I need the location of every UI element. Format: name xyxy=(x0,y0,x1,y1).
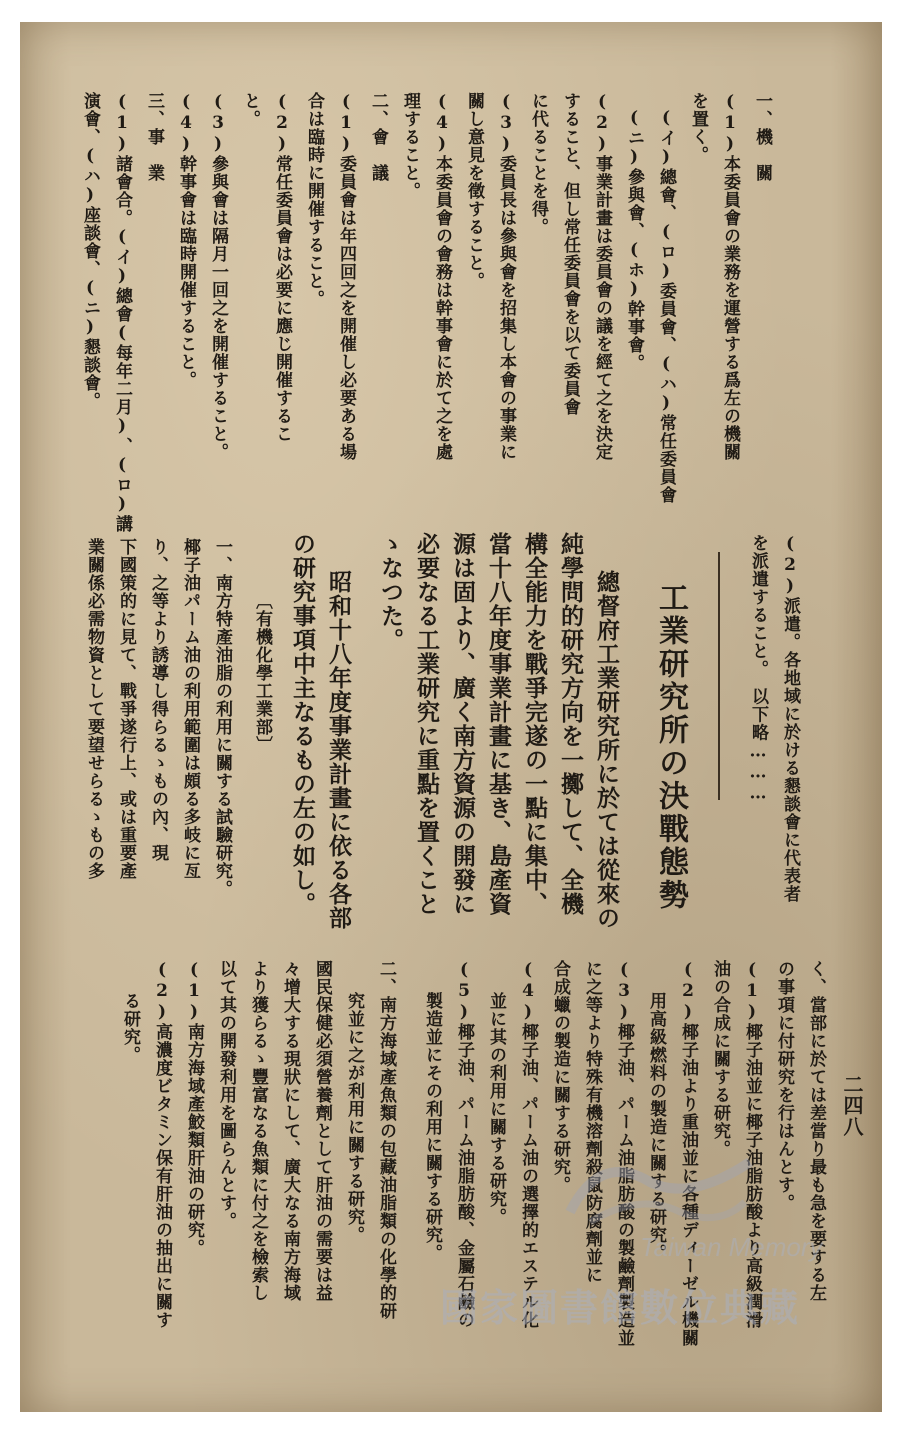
upper-line-12: 理すること。 xyxy=(400,92,420,200)
upper-line-18: (3)參與會は隔月一回之を開催すること。 xyxy=(208,92,228,461)
upper-line-4: (イ)總會、(ロ)委員會、(ハ)常任委員會 xyxy=(656,108,676,504)
watermark-text: 國家圖書館數位典藏 xyxy=(440,1285,801,1330)
lower-line-2: の事項に付研究を行はんとす。 xyxy=(774,960,794,1212)
body-line-9: の研究事項中主なるもの左の如し。 xyxy=(289,532,316,916)
item-line-4: 下國策的に見て、戰爭遂行上、或は重要產 xyxy=(116,538,136,880)
upper-line-11: (4)本委員會の會務は幹事會に於て之を處 xyxy=(432,92,452,461)
upper-line-1: 一、機 關 xyxy=(752,92,772,182)
watermark-latin: Taiwan Memory xyxy=(640,1232,823,1262)
article-title: 工業研究所の決戰態勢 xyxy=(653,582,688,912)
lower-line-21: (2)高濃度ビタミン保有肝油の抽出に關す xyxy=(152,960,172,1329)
watermark-logo-icon xyxy=(560,1142,760,1232)
page-number: 二四八 xyxy=(840,1074,864,1137)
section-heading: 〔有機化學工業部〕 xyxy=(252,592,272,754)
upper-line-14: (1)委員會は年四回之を開催し必要ある場 xyxy=(336,92,356,461)
lower-line-4: 油の合成に關する研究。 xyxy=(710,960,730,1158)
lower-line-5: (2)椰子油より重油並に各種ディーゼル機關 xyxy=(678,960,698,1347)
lower-line-13: 製造並にその利用に關する研究。 xyxy=(422,992,442,1262)
lower-line-22: る研究。 xyxy=(120,992,140,1064)
lower-line-10: (4)椰子油、パーム油の選擇的エステル化 xyxy=(518,960,538,1329)
upper-line-16: (2)常任委員會は必要に應じ開催するこ xyxy=(272,92,292,443)
lower-line-1: く、當部に於ては差當り最も急を要する左 xyxy=(806,960,826,1302)
lower-line-9: 合成蠟の製造に關する研究。 xyxy=(550,960,570,1194)
lower-line-3: (1)椰子油並に椰子油脂肪酸より高級潤滑 xyxy=(742,960,762,1329)
upper-line-17: と。 xyxy=(240,92,260,128)
lower-line-12: (5)椰子油、パーム油脂肪酸、金屬石鹼の xyxy=(454,960,474,1329)
lower-line-19: 以て其の開發利用を圖らんとす。 xyxy=(216,960,236,1230)
item-line-1: 一、南方特產油脂の利用に關する試驗研究。 xyxy=(212,538,232,898)
upper-line-10: 關し意見を徵すること。 xyxy=(464,92,484,290)
section-divider xyxy=(718,552,720,800)
lower-line-20: (1)南方海域產鮫類肝油の研究。 xyxy=(184,960,204,1257)
body-line-4: 當十八年度事業計畫に基き、島產資 xyxy=(485,532,512,916)
body-line-1: 總督府工業研究所に於ては從來の xyxy=(593,570,620,930)
body-line-7: ゝなつた。 xyxy=(377,532,404,652)
upper-line-3: を置く。 xyxy=(688,92,708,164)
upper-line-5: (ニ)參與會、(ホ)幹事會。 xyxy=(624,108,644,372)
upper-line-13: 二、會 議 xyxy=(368,92,388,182)
body-line-6: 必要なる工業研究に重點を置くこと xyxy=(413,532,440,916)
item-line-2: 椰子油パーム油の利用範圍は頗る多岐に亙 xyxy=(180,538,200,880)
upper-line-2: (1)本委員會の業務を運營する爲左の機關 xyxy=(720,92,740,461)
body-line-2: 純學問的研究方向を一擲して、全機 xyxy=(557,532,584,916)
upper-line-9: (3)委員長は參與會を招集し本會の事業に xyxy=(496,92,516,461)
lower-line-15: 究並に之が利用に關する研究。 xyxy=(344,992,364,1244)
item-line-3: り、之等より誘導し得らるゝもの內、現 xyxy=(148,538,168,862)
upper-line-6: (2)事業計畫は委員會の議を經て之を決定 xyxy=(592,92,612,461)
middle-intro-1: (2)派遣。各地域に於ける懇談會に代表者 xyxy=(780,534,800,903)
upper-line-19: (4)幹事會は臨時開催すること。 xyxy=(176,92,196,389)
lower-line-18: より獲らるゝ豐富なる魚類に付之を檢索し xyxy=(248,960,268,1302)
upper-line-7: すること、但し常任委員會を以て委員會 xyxy=(560,92,580,416)
body-line-8: 昭和十八年度事業計畫に依る各部 xyxy=(325,570,352,930)
lower-line-6: 用高級燃料の製造に關する研究。 xyxy=(646,992,666,1262)
lower-line-17: 々增大する現狀にして、廣大なる南方海域 xyxy=(280,960,300,1302)
body-line-5: 源は固より、廣く南方資源の開發に xyxy=(449,532,476,916)
body-line-3: 構全能力を戰爭完遂の一點に集中、 xyxy=(521,532,548,916)
lower-line-7: (3)椰子油、パーム油脂肪酸の製鹼劑製造並 xyxy=(614,960,634,1347)
lower-line-14: 二、南方海域產魚類の包藏油脂類の化學的研 xyxy=(376,960,396,1320)
lower-line-8: に之等より特殊有機溶劑殺鼠防腐劑並に xyxy=(582,960,602,1284)
upper-line-21: (1)諸會合。(イ)總會(每年二月)、(ロ)講 xyxy=(112,92,132,533)
lower-line-11: 並に其の利用に關する研究。 xyxy=(486,992,506,1226)
item-line-5: 業關係必需物資として要望せらるゝもの多 xyxy=(84,538,104,880)
upper-line-8: に代ることを得。 xyxy=(528,92,548,236)
middle-intro-2: を派遣すること。 以下略……… xyxy=(748,534,768,805)
upper-line-15: 合は臨時に開催すること。 xyxy=(304,92,324,308)
scanned-page xyxy=(20,22,882,1412)
lower-line-16: 國民保健必須營養劑として肝油の需要は益 xyxy=(312,960,332,1302)
upper-line-20: 三、事 業 xyxy=(144,92,164,182)
upper-line-22: 演會、(ハ)座談會、(ニ)懇談會。 xyxy=(80,92,100,410)
